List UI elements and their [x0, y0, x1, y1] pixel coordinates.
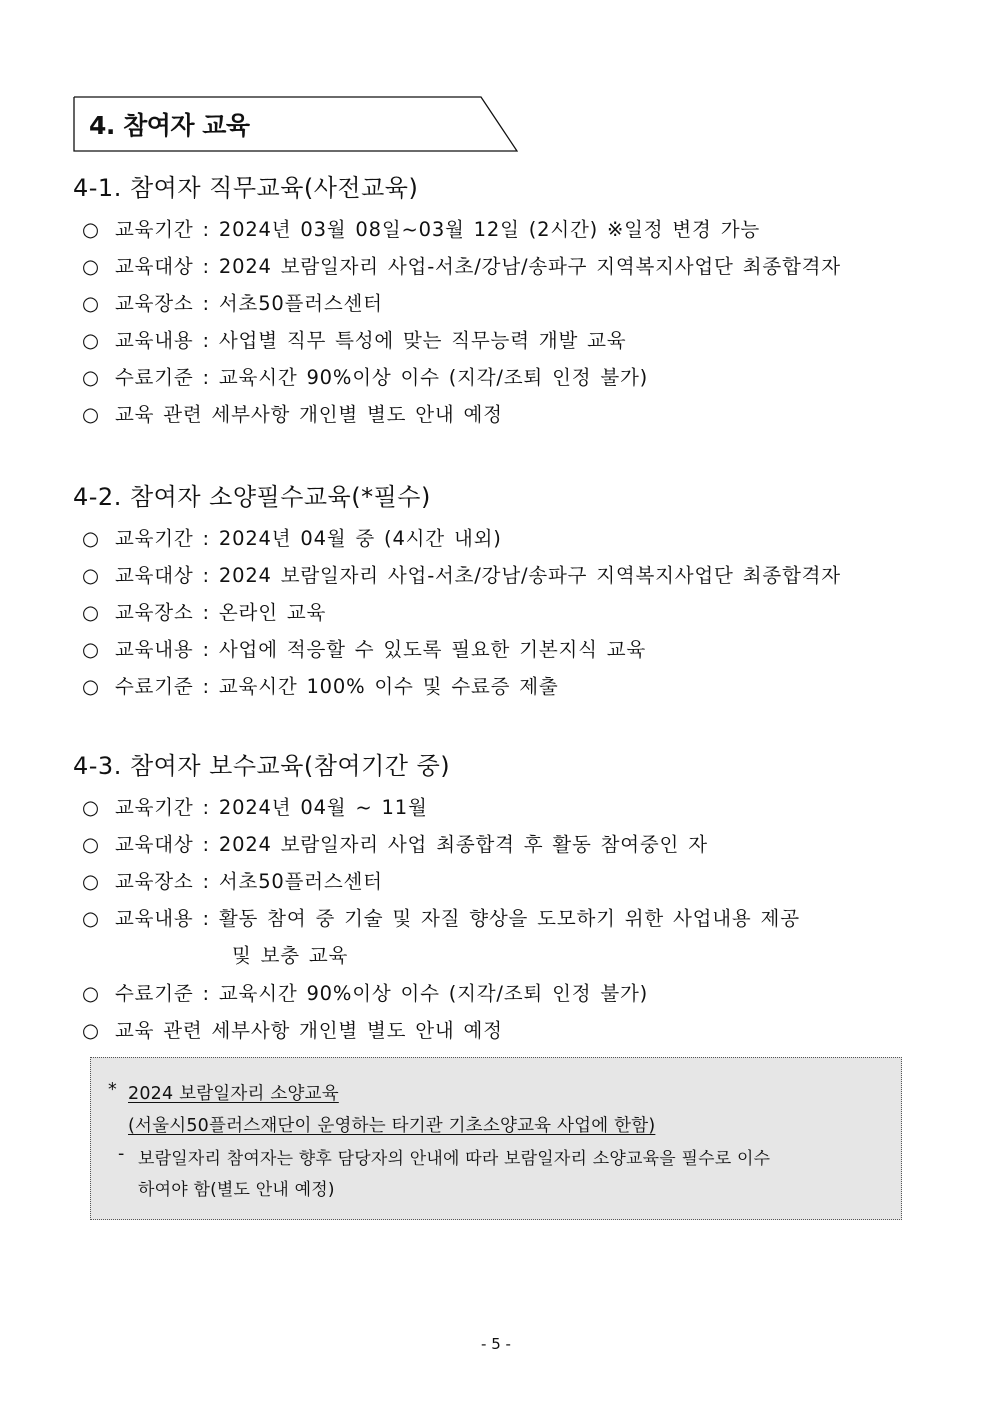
list-item	[82, 288, 383, 316]
list-item	[82, 903, 800, 931]
list-item	[82, 634, 646, 662]
item-text: 수료기준 : 교육시간 90%이상 이수 (지각/조퇴 인정 불가)	[115, 366, 649, 389]
circle-bullet-icon: ○	[82, 601, 100, 624]
item-text: 교육기간 : 2024년 04월 ~ 11월	[115, 796, 428, 819]
list-item	[82, 362, 648, 390]
circle-bullet-icon: ○	[82, 638, 100, 661]
note-title: 2024 보람일자리 소양교육	[128, 1084, 339, 1104]
item-text: 교육장소 : 온라인 교육	[115, 601, 327, 624]
subsection-title-4-3: 4-3. 참여자 보수교육(참여기간 중)	[73, 752, 451, 780]
page-number: - 5 -	[481, 1335, 511, 1353]
item-text: 교육기간 : 2024년 04월 중 (4시간 내외)	[115, 527, 502, 550]
circle-bullet-icon: ○	[82, 564, 100, 587]
list-item	[82, 671, 559, 699]
circle-bullet-icon: ○	[82, 403, 100, 426]
circle-bullet-icon: ○	[82, 218, 100, 241]
note-dash: -	[118, 1144, 125, 1164]
item-text: 교육장소 : 서초50플러스센터	[115, 292, 383, 315]
item-text: 교육기간 : 2024년 03월 08일~03월 12일 (2시간) ※일정 변경 가능	[115, 218, 760, 241]
section-title: 4. 참여자 교육	[89, 111, 250, 140]
list-item	[82, 829, 708, 857]
list-item	[82, 597, 326, 625]
section-heading	[73, 96, 518, 152]
item-text: 교육내용 : 사업에 적응할 수 있도록 필요한 기본지식 교육	[115, 638, 647, 661]
circle-bullet-icon: ○	[82, 907, 100, 930]
circle-bullet-icon: ○	[82, 982, 100, 1005]
circle-bullet-icon: ○	[82, 796, 100, 819]
circle-bullet-icon: ○	[82, 527, 100, 550]
circle-bullet-icon: ○	[82, 870, 100, 893]
note-subtitle: (서울시50플러스재단이 운영하는 타기관 기초소양교육 사업에 한함)	[128, 1116, 656, 1136]
note-star: *	[108, 1080, 117, 1100]
item-text: 교육장소 : 서초50플러스센터	[115, 870, 383, 893]
item-text: 교육대상 : 2024 보람일자리 사업 최종합격 후 활동 참여중인 자	[115, 833, 708, 856]
list-item	[82, 325, 626, 353]
circle-bullet-icon: ○	[82, 255, 100, 278]
list-item	[82, 560, 841, 588]
circle-bullet-icon: ○	[82, 292, 100, 315]
list-item	[82, 866, 383, 894]
list-item	[82, 251, 841, 279]
item-text: 교육대상 : 2024 보람일자리 사업-서초/강남/송파구 지역복지사업단 최종합격자	[115, 255, 841, 278]
circle-bullet-icon: ○	[82, 366, 100, 389]
item-continuation: 및 보충 교육	[232, 944, 349, 967]
list-item	[82, 1015, 503, 1043]
item-text: 교육 관련 세부사항 개인별 별도 안내 예정	[115, 403, 503, 426]
item-text: 수료기준 : 교육시간 100% 이수 및 수료증 제출	[115, 675, 559, 698]
note-line-1: 보람일자리 참여자는 향후 담당자의 안내에 따라 보람일자리 소양교육을 필수로 이수	[138, 1149, 771, 1169]
subsection-title-4-2: 4-2. 참여자 소양필수교육(*필수)	[73, 483, 431, 511]
note-line-2: 하여야 함(별도 안내 예정)	[138, 1180, 335, 1200]
list-item	[82, 214, 760, 242]
item-text: 교육내용 : 활동 참여 중 기술 및 자질 향상을 도모하기 위한 사업내용 제공	[115, 907, 800, 930]
item-text: 교육 관련 세부사항 개인별 별도 안내 예정	[115, 1019, 503, 1042]
list-item	[82, 399, 503, 427]
item-text: 교육내용 : 사업별 직무 특성에 맞는 직무능력 개발 교육	[115, 329, 627, 352]
circle-bullet-icon: ○	[82, 329, 100, 352]
circle-bullet-icon: ○	[82, 1019, 100, 1042]
circle-bullet-icon: ○	[82, 675, 100, 698]
item-text: 교육대상 : 2024 보람일자리 사업-서초/강남/송파구 지역복지사업단 최종합격자	[115, 564, 841, 587]
item-text: 수료기준 : 교육시간 90%이상 이수 (지각/조퇴 인정 불가)	[115, 982, 649, 1005]
circle-bullet-icon: ○	[82, 833, 100, 856]
subsection-title-4-1: 4-1. 참여자 직무교육(사전교육)	[73, 174, 419, 202]
list-item	[82, 978, 648, 1006]
list-item	[82, 792, 428, 820]
list-item	[82, 523, 502, 551]
note-box	[90, 1057, 902, 1220]
